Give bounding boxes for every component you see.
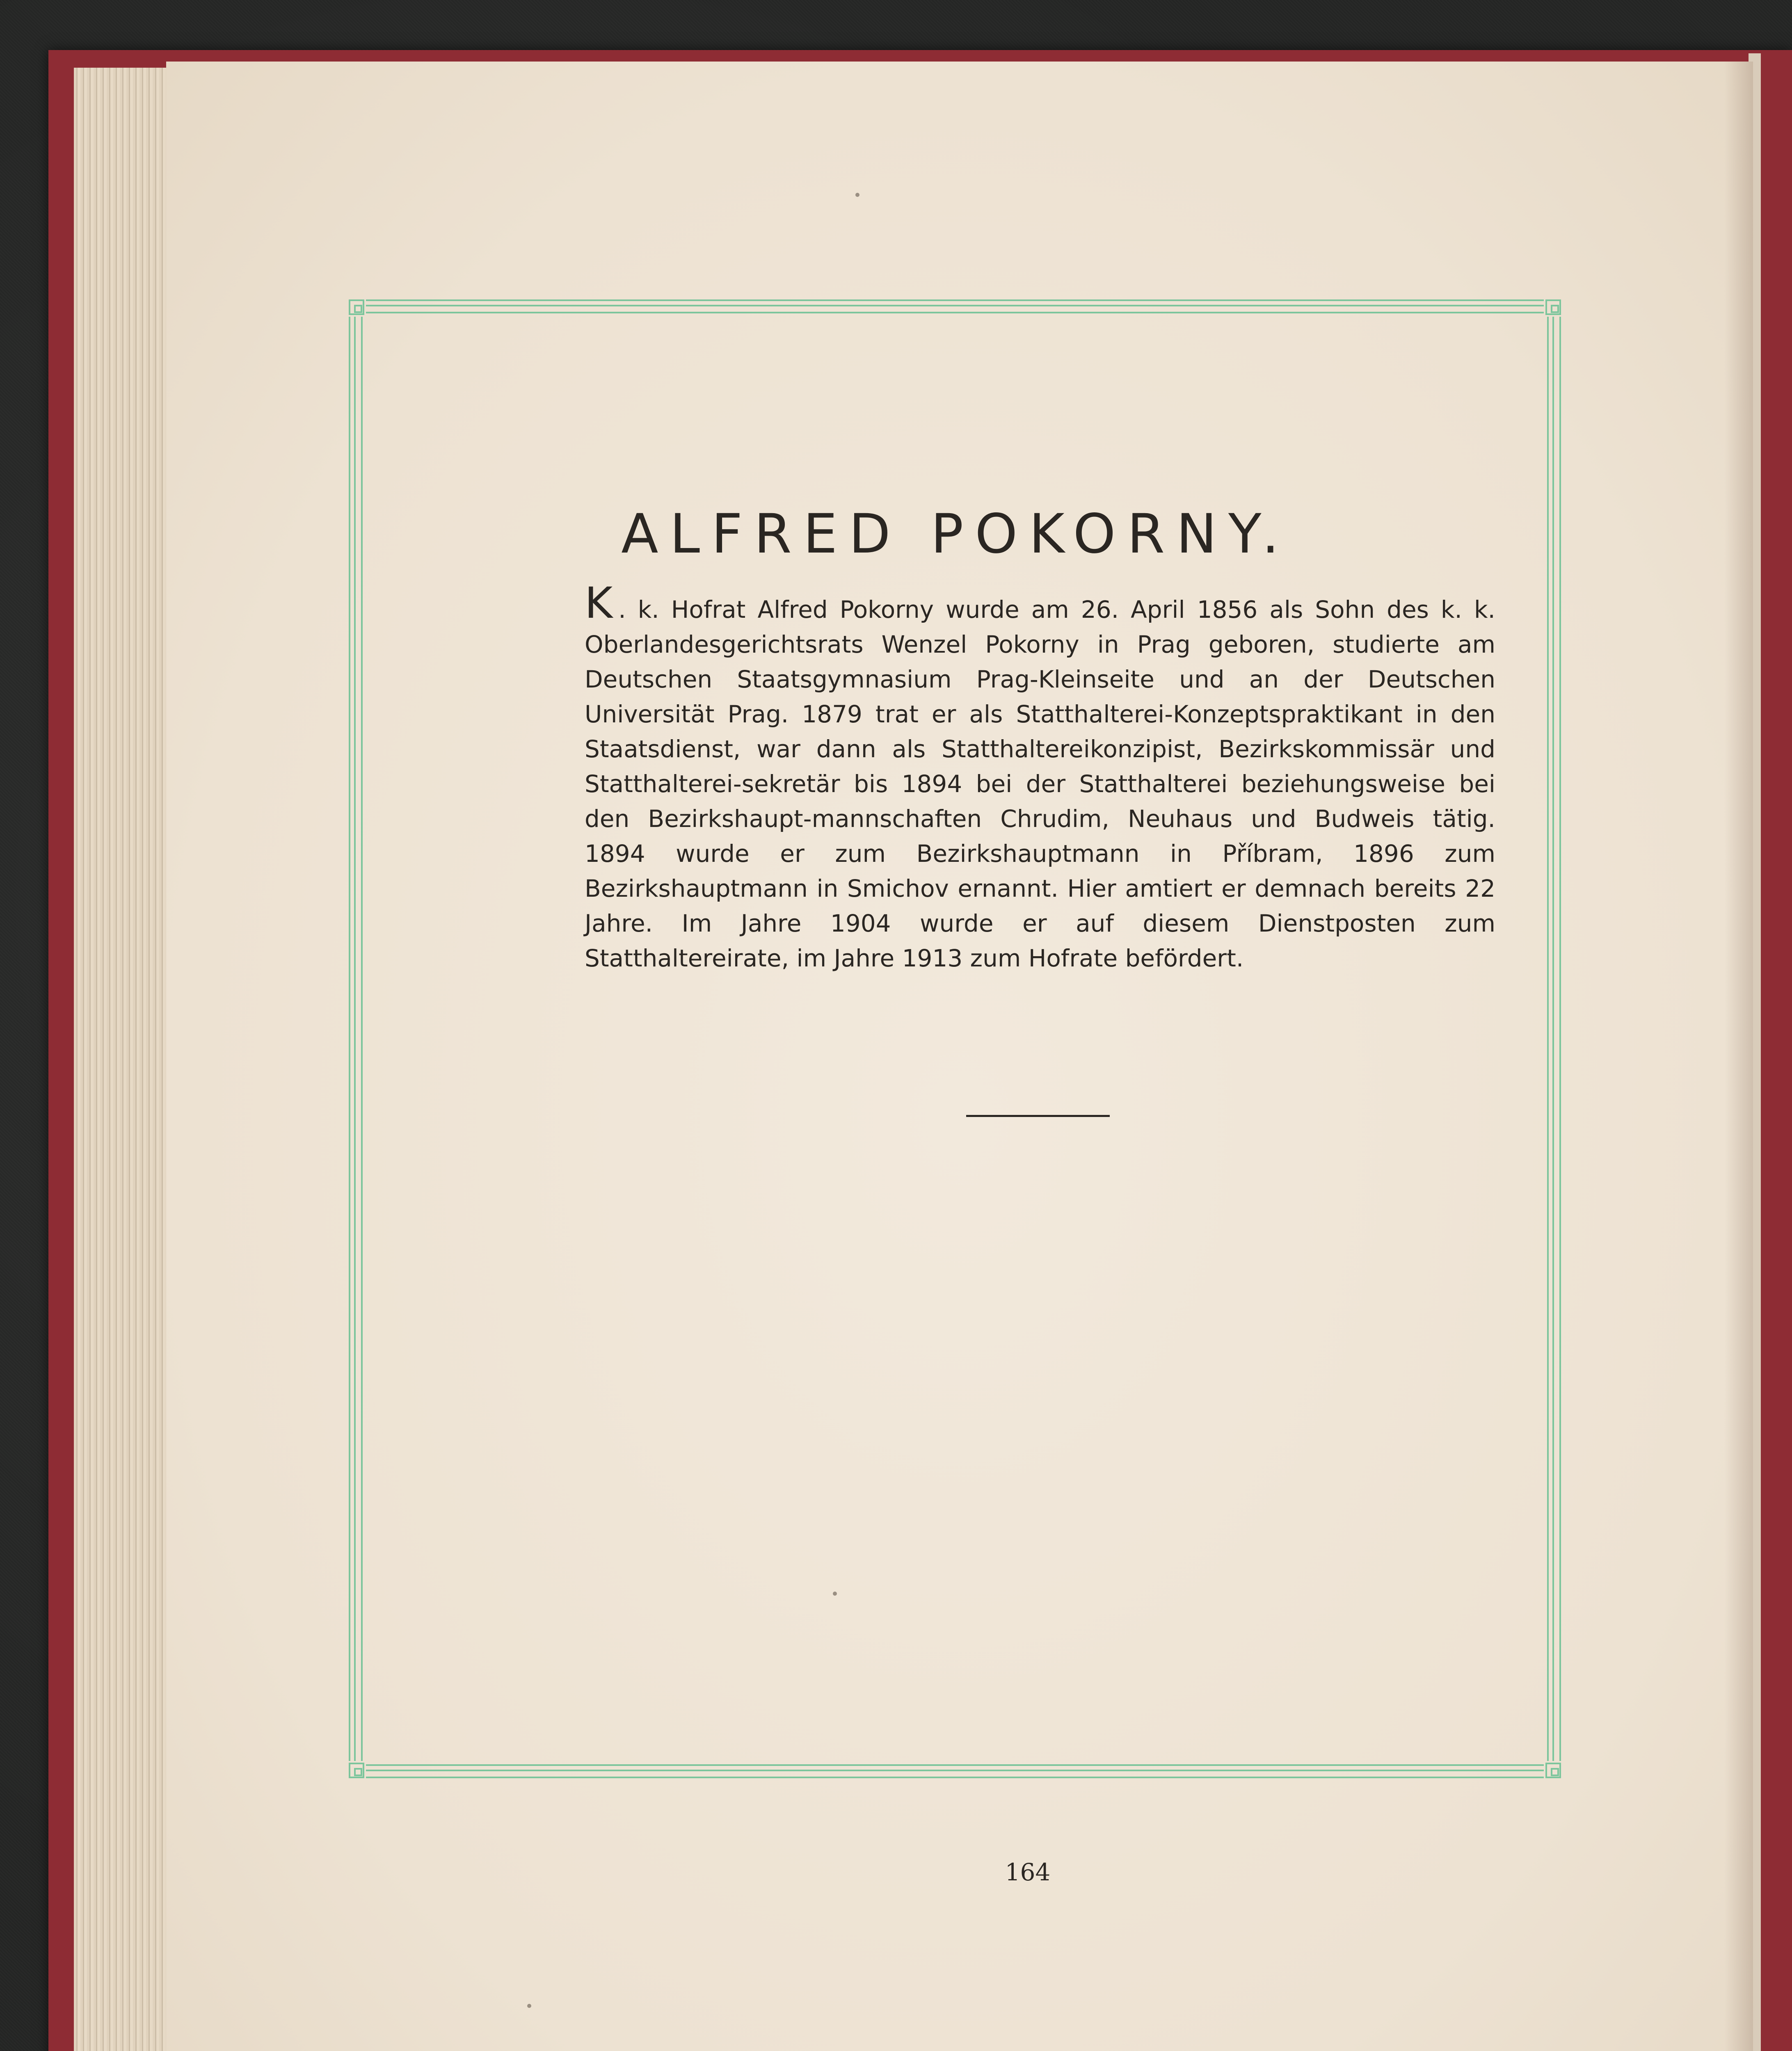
frame-top-border [366,299,1544,313]
paper-speck [833,1592,837,1596]
frame-bottom-border [366,1764,1544,1778]
frame-corner-ornament [1545,1763,1561,1778]
page-title: ALFRED POKORNY. [621,502,1291,566]
frame-corner-ornament [1545,299,1561,315]
biography-text: . k. Hofrat Alfred Pokorny wurde am 26. April 1856 als Sohn des k. k. Oberlandesgerichtsrats Wenzel Pokorny in Prag geboren, studierte am Deutschen Staatsgymnasium Prag-Kleinseite und an der Deutschen Universität Prag. 1879 trat er als Statthalterei-Konzeptspraktikant in den Staatsdienst, war dann als Statthaltereikonzipist, Bezirkskommissär und Statthalterei-sekretär bis 1894 bei der Statthalterei beziehungsweise bei den Bezirkshaupt-mannschaften Chrudim, Neuhaus und Budweis tätig. 1894 wurde er zum Bezirkshauptmann in Příbram, 1896 zum Bezirkshauptmann in Smichov ernannt. Hier amtiert er demnach bereits 22 Jahre. Im Jahre 1904 wurde er auf diesem Dienstposten zum Statthaltereirate, im Jahre 1913 zum Hofrate befördert. [585,596,1495,972]
biography-paragraph [585,578,1495,976]
section-divider [966,1115,1110,1117]
frame-corner-ornament [349,1763,364,1778]
frame-left-border [349,317,363,1761]
paper-speck [855,193,859,197]
gutter-shadow [1724,62,1753,2051]
page-number: 164 [1005,1858,1051,1886]
page-edges [74,68,172,2051]
frame-corner-ornament [349,299,364,315]
frame-right-border [1547,317,1561,1761]
drop-cap: K [585,578,613,628]
paper-speck [527,2004,531,2008]
